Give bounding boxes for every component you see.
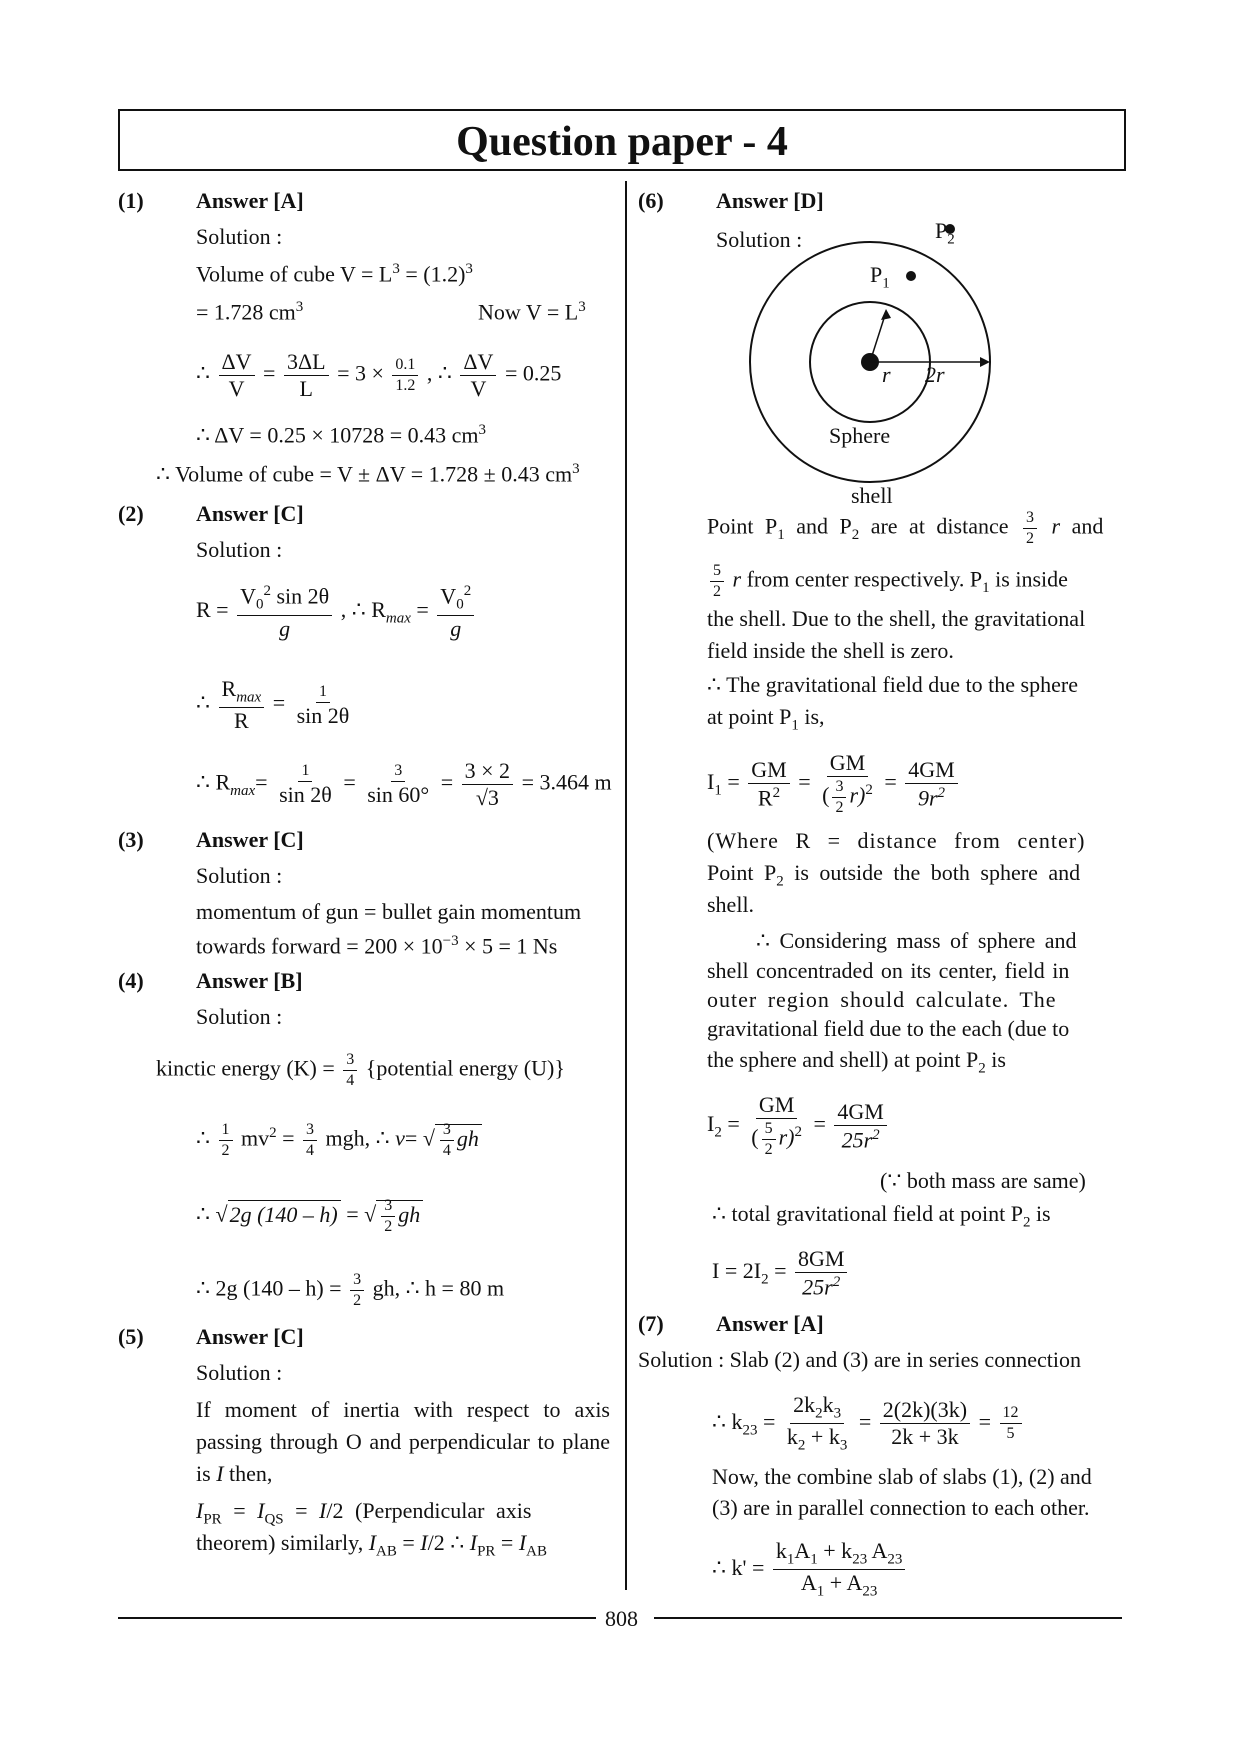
q6-number: (6) — [638, 188, 664, 213]
shell-label: shell — [851, 483, 893, 508]
footer-rule-right — [654, 1617, 1122, 1619]
q4-sqrt-line: ∴ √2g (140 – h) = √ $\frac{3}{2}$ gh — [196, 1198, 423, 1235]
q2-answer: Answer [C] — [196, 501, 304, 526]
q3-number: (3) — [118, 827, 144, 852]
page-number: 808 — [605, 1606, 638, 1631]
q6-i2-equation: $I_2$ = GM ( $\frac{5}{2}$ r)$^2$ = $\frac{4GM}{25r^2}$ — [707, 1094, 890, 1158]
q6-because: (∵ both mass are same) — [880, 1168, 1086, 1193]
q1-line4: ∴ ΔV = 0.25 × 10728 = 0.43 $cm^3$ — [196, 422, 487, 448]
q6-where: (Where R = distance from center) — [707, 828, 1086, 853]
q1-line5: ∴ Volume of cube = V ± ΔV = 1.728 ± 0.43 $cm^3$ — [156, 461, 580, 487]
q6-text1: Point $P_1$ and $P_2$ are at distance $\frac{3}{2}$ r and — [707, 509, 1104, 547]
q6-solution-label: Solution : — [716, 227, 803, 252]
q1-solution-label: Solution : — [196, 224, 283, 249]
q7-now-1: Now, the combine slab of slabs (1), (2) and — [712, 1464, 1092, 1489]
title-box — [118, 109, 1126, 171]
q3-line2: towards forward = $200 \times 10^{-3} \times 5 = 1$ Ns — [196, 933, 558, 959]
page-title: Question paper - 4 — [456, 119, 788, 165]
q1-line1: Volume of cube $V = L^3 = (1.2)^3$ — [196, 261, 473, 287]
q2-range-equation: R = $\frac{V_0^2 \sin 2\theta}{g}$ , ∴ $R_{max}$ = $\frac{V_0^2}{g}$ — [196, 584, 477, 640]
q6-text6: at point $P_1$ is, — [707, 704, 825, 734]
q5-line3: theorem) similarly, $I_{AB} = I/2$ ∴ $I_{PR} = I_{AB}$ — [196, 1530, 548, 1560]
2r-label: 2r — [925, 362, 945, 387]
q5-paragraph: If moment of inertia with respect to axis passing through O and perpendicular to plane is I then, — [196, 1397, 610, 1486]
q4-ke-line: kinctic energy (K) = $\frac{3}{4}$ {potential energy (U)} — [156, 1051, 565, 1089]
q2-solution-label: Solution : — [196, 537, 283, 562]
q7-answer: Answer [A] — [716, 1311, 824, 1336]
q6-text3: the shell. Due to the shell, the gravitational — [707, 606, 1086, 631]
q4-number: (4) — [118, 968, 144, 993]
q1-line2: = 1.728 $cm^3$ — [196, 299, 304, 325]
p2-label: $P_2$ — [935, 218, 955, 248]
q2-number: (2) — [118, 501, 144, 526]
q5-number: (5) — [118, 1324, 144, 1349]
q7-number: (7) — [638, 1311, 664, 1336]
q6-w3: shell. — [707, 892, 755, 917]
q6-w8: the sphere and shell) at point $P_2$ is — [707, 1047, 1006, 1077]
q6-w2: Point $P_2$ is outside the both sphere and — [707, 860, 1081, 890]
q5-line2: $I_{PR} = I_{QS} = I/2$ (Perpendicular axis — [196, 1498, 532, 1528]
q3-line1: momentum of gun = bullet gain momentum — [196, 899, 582, 924]
q6-w5: shell concentraded on its center, field in — [707, 958, 1070, 983]
q5-solution-label: Solution : — [196, 1360, 283, 1385]
q6-w7: gravitational field due to the each (due to — [707, 1016, 1070, 1041]
q3-answer: Answer [C] — [196, 827, 304, 852]
footer-rule-left — [118, 1617, 596, 1619]
q6-final-equation: $I = 2I_2$ = $\frac{8GM}{25r^2}$ — [712, 1248, 850, 1298]
q2-ratio-equation: ∴ $\frac{R_{max}}{R}$ = $\frac{1}{\sin 2\theta}$ — [196, 676, 350, 734]
radius-r-arrow — [870, 312, 886, 362]
q4-height-line: ∴ 2g (140 – h) = $\frac{3}{2}$ gh, ∴ h = 80 m — [196, 1271, 505, 1309]
r-label: r — [882, 362, 891, 387]
q5-answer: Answer [C] — [196, 1324, 304, 1349]
q6-answer: Answer [D] — [716, 188, 824, 213]
q2-result-equation: ∴ $R_{max}=$ $\frac{1}{\sin 2\theta}$ = $\frac{3}{\sin 60^\circ}$ = $\frac{3 \times 2}{√3}$ = 3.464 m — [196, 758, 612, 810]
column-divider — [625, 181, 627, 1590]
q7-now-2: (3) are in parallel connection to each other. — [712, 1495, 1090, 1520]
q6-w6: outer region should calculate. The — [707, 987, 1057, 1012]
q6-text5: ∴ The gravitational field due to the sphere — [707, 672, 1078, 697]
q6-text2: $\frac{5}{2}$ r from center respectively. $P_1$ is inside — [707, 563, 1068, 600]
q7-k23-equation: ∴ $k_{23}$ = $\frac{2k_2k_3}{k_2 + k_3}$ = $\frac{2(2k)(3k)}{2k + 3k}$ = $\frac{12}{5}$ — [712, 1394, 1025, 1454]
p1-dot — [906, 271, 916, 281]
q1-equation: ∴ $\frac{\Delta V}{V}$ = $\frac{3\Delta L}{L}$ = 3 × $\frac{0.1}{1.2}$ , ∴ $\frac{\Delta V}{V}$ = 0.25 — [196, 349, 562, 401]
q6-i1-equation: $I_1$ = $\frac{GM}{R^2}$ = GM ( $\frac{3}{2}$ r)$^2$ = $\frac{4GM}{9r^2}$ — [707, 752, 961, 816]
q1-line2-right: Now $V = L^3$ — [478, 299, 586, 325]
sphere-label: Sphere — [829, 423, 891, 448]
q7-solution: Solution : Slab (2) and (3) are in series connection — [638, 1347, 1081, 1372]
q1-answer: Answer [A] — [196, 188, 304, 213]
q6-total: ∴ total gravitational field at point $P_2$ is — [712, 1201, 1051, 1231]
p1-label: $P_1$ — [870, 262, 890, 292]
q7-kprime-equation: ∴ k' = $\frac{k_1A_1 + k_{23} A_{23}}{A_1 + A_{23}}$ — [712, 1540, 908, 1600]
q6-w4: ∴ Considering mass of sphere and — [756, 928, 1077, 953]
q6-text4: field inside the shell is zero. — [707, 638, 954, 663]
q4-velocity-line: ∴ $\frac{1}{2}$ $mv^2$ = $\frac{3}{4}$ mgh, ∴ v= √ $\frac{3}{4}$ gh — [196, 1122, 482, 1159]
q4-solution-label: Solution : — [196, 1004, 283, 1029]
q3-solution-label: Solution : — [196, 863, 283, 888]
q1-number: (1) — [118, 188, 144, 213]
q4-answer: Answer [B] — [196, 968, 303, 993]
sphere-shell-diagram — [740, 210, 1010, 510]
